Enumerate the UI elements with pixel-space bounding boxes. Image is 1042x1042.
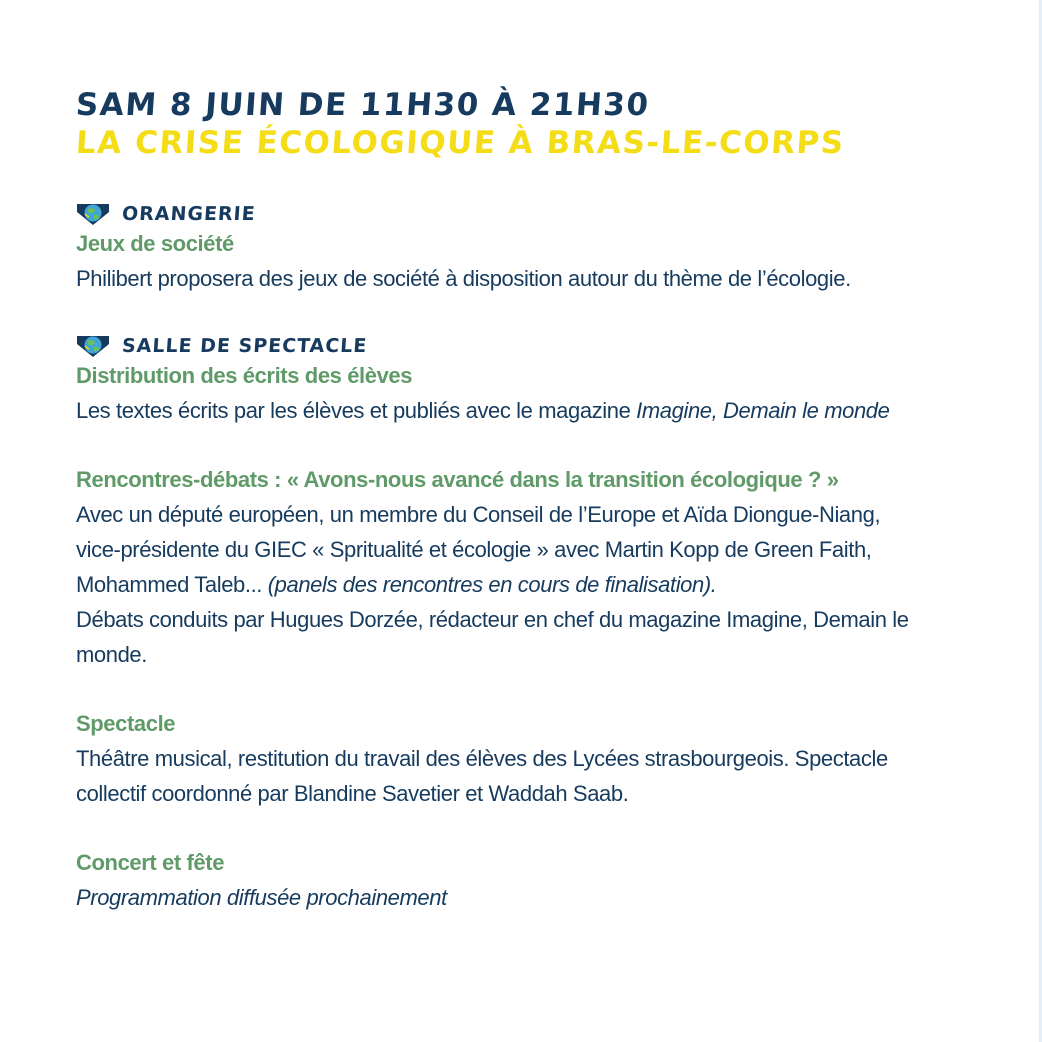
item-title: Distribution des écrits des élèves xyxy=(76,363,413,388)
venue-orangerie xyxy=(76,202,976,226)
magazine-title: Imagine, Demain le monde xyxy=(636,398,890,423)
item-text-line: collectif coordonné par Blandine Savetier et Waddah Saab. xyxy=(76,781,629,806)
item-text-line: Théâtre musical, restitution du travail des élèves des Lycées strasbourgeois. Spectacle xyxy=(76,746,888,771)
item-text-regular: Mohammed Taleb... xyxy=(76,572,268,597)
item-text: Philibert proposera des jeux de société à disposition autour du thème de l’écologie. xyxy=(76,266,851,291)
item-title: Spectacle xyxy=(76,711,176,736)
program-content xyxy=(76,86,976,915)
globe-icon xyxy=(76,202,110,226)
item-text-line xyxy=(76,567,976,602)
venue-label: ORANGERIE xyxy=(121,203,257,225)
item-text xyxy=(76,393,976,428)
item-title: Rencontres-débats : « Avons-nous avancé dans la transition écologique ? » xyxy=(76,467,839,492)
item-text: Programmation diffusée prochainement xyxy=(76,885,447,910)
date-heading: SAM 8 JUIN DE 11H30 À 21H30 xyxy=(74,87,651,123)
globe-icon xyxy=(76,334,110,358)
item-title: Concert et fête xyxy=(76,850,225,875)
item-text-line: vice-présidente du GIEC « Spritualité et écologie » avec Martin Kopp de Green Faith, xyxy=(76,537,872,562)
venue-label: SALLE DE SPECTACLE xyxy=(121,335,369,357)
item-title: Jeux de société xyxy=(76,231,234,256)
venue-salle-de-spectacle xyxy=(76,334,976,358)
item-text-line: Avec un député européen, un membre du Conseil de l’Europe et Aïda Diongue-Niang, xyxy=(76,502,881,527)
theme-heading: LA CRISE ÉCOLOGIQUE À BRAS-LE-CORPS xyxy=(74,125,846,161)
item-text-line: Débats conduits par Hugues Dorzée, rédacteur en chef du magazine Imagine, Demain le xyxy=(76,607,909,632)
item-text-regular: Les textes écrits par les élèves et publiés avec le magazine xyxy=(76,398,637,423)
item-text-line: monde. xyxy=(76,642,147,667)
item-text-note: (panels des rencontres en cours de finalisation). xyxy=(267,572,717,597)
